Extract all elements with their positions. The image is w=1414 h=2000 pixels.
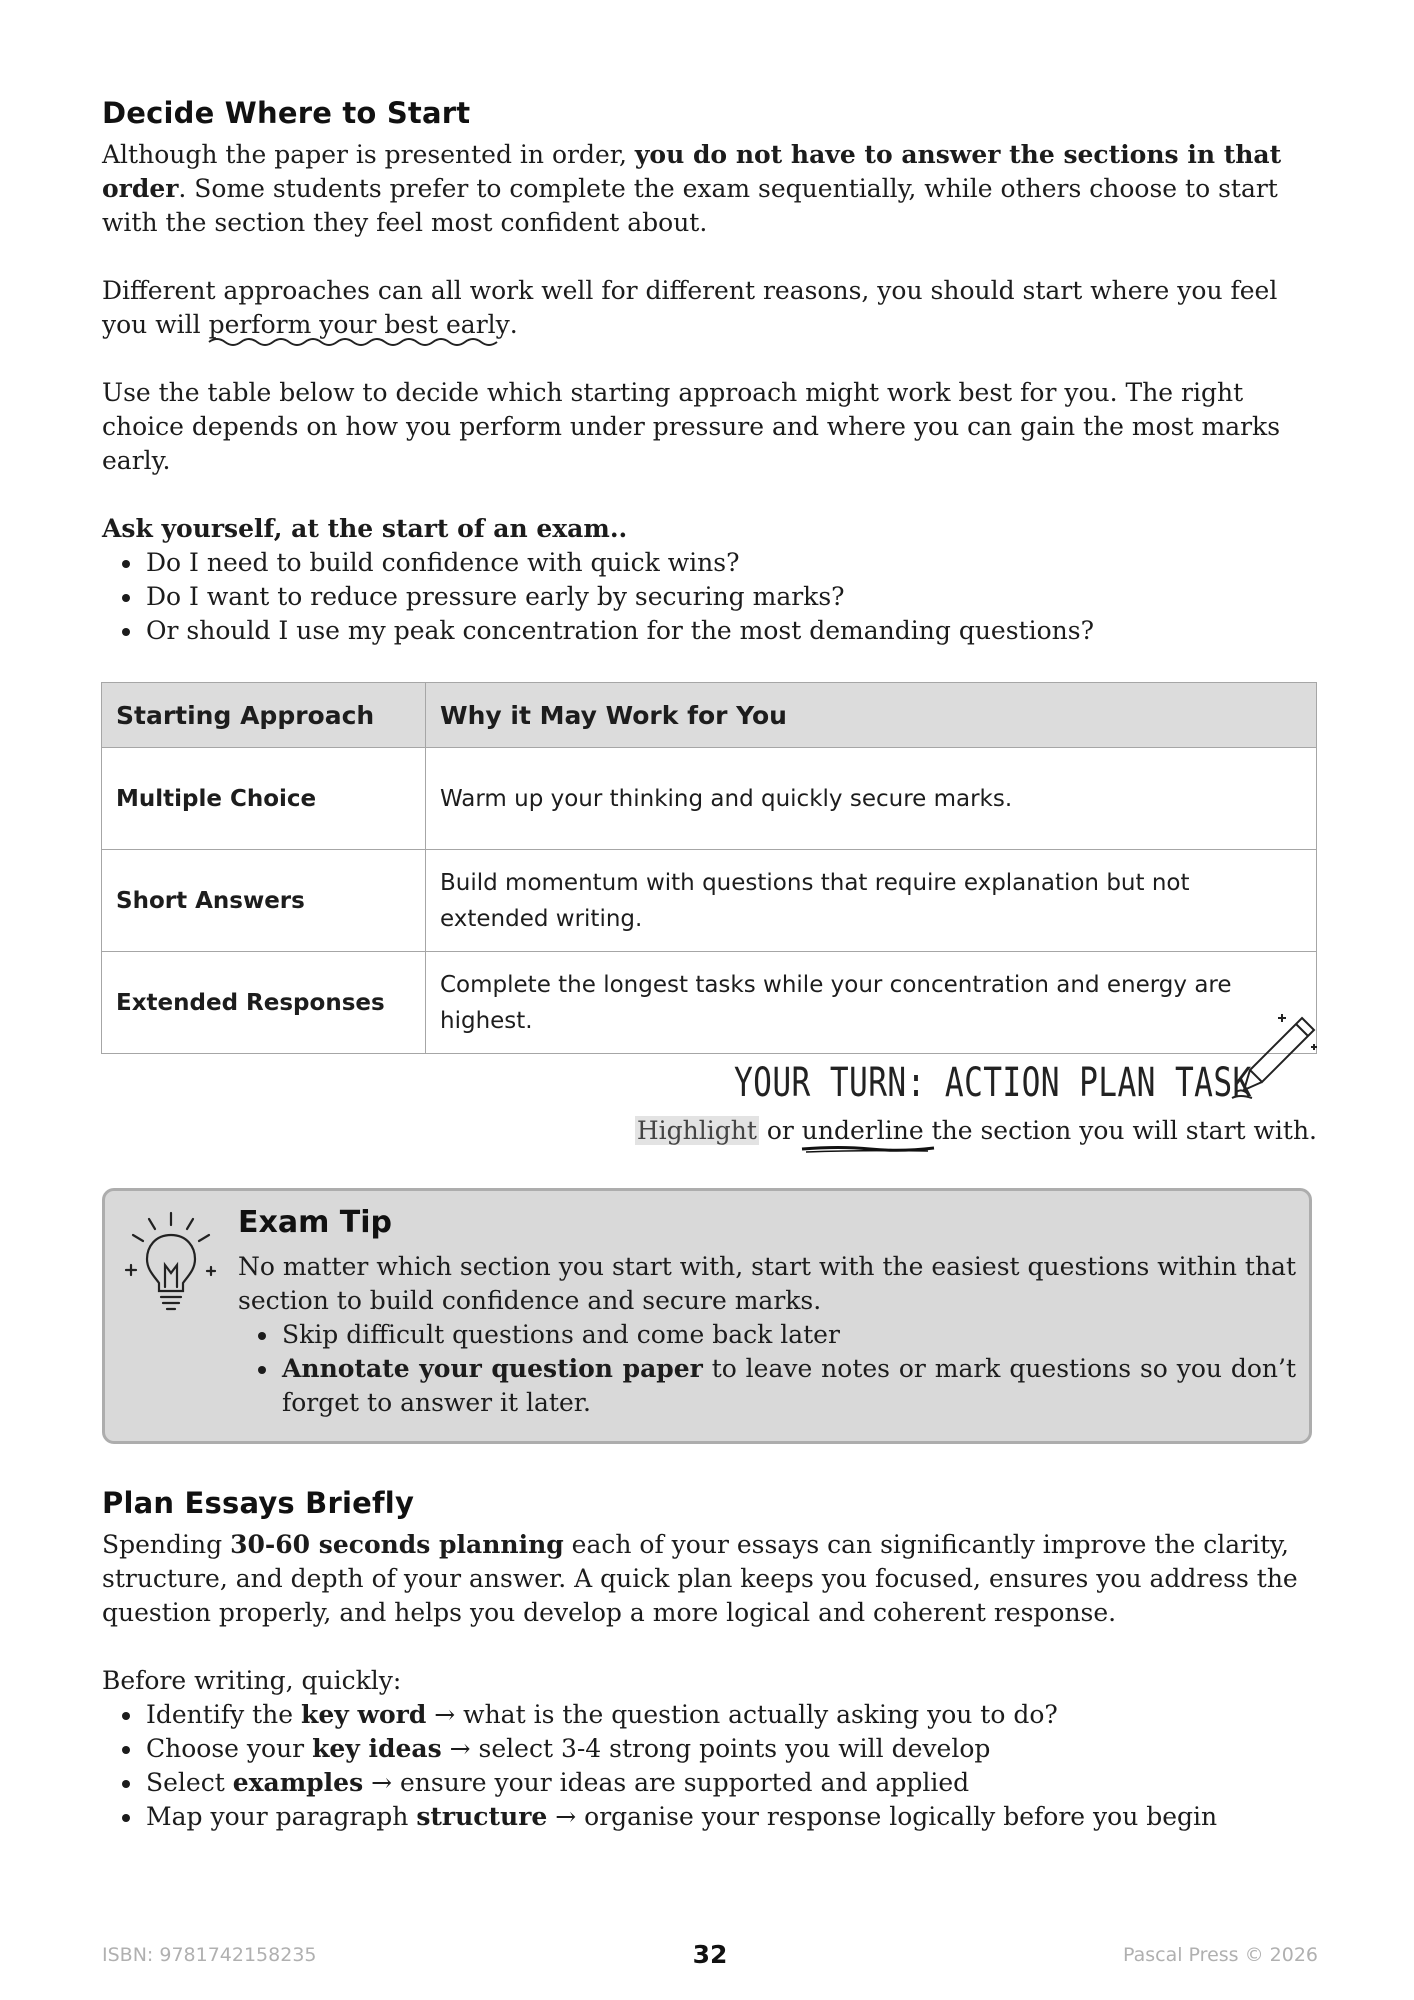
- table-header-row: [102, 683, 1317, 748]
- paragraph-approaches: [102, 274, 1312, 342]
- text: each of your essays can significantly improve the clarity, structure, and depth of your answer. A quick plan keeps you focused, ensures you address the question properly, and helps you develop a more logical and coherent response.: [102, 1530, 1298, 1627]
- ask-yourself-heading: Ask yourself, at the start of an exam..: [102, 514, 628, 543]
- bold-text: Annotate your question paper: [282, 1354, 703, 1383]
- bold-text: structure: [416, 1802, 548, 1831]
- text: or: [758, 1116, 802, 1145]
- list-item: [144, 1732, 1312, 1766]
- list-item: • Skip difficult questions and come back later: [280, 1318, 1296, 1352]
- highlight-word: Highlight: [636, 1116, 757, 1145]
- text: perform your best early: [208, 310, 510, 339]
- text: Although the paper is presented in order,: [102, 140, 635, 169]
- table-row: [102, 952, 1317, 1054]
- reason-cell: Build momentum with questions that require explanation but not extended writing.: [426, 850, 1317, 952]
- text: .: [509, 310, 518, 339]
- section-decide-where-to-start: [102, 96, 1312, 648]
- reason-cell: Complete the longest tasks while your concentration and energy are highest.: [426, 952, 1317, 1054]
- list-item: [144, 1766, 1312, 1800]
- section-plan-essays: [102, 1486, 1312, 1834]
- exam-tip-content: [238, 1205, 1296, 1420]
- table-row: [102, 748, 1317, 850]
- list-item: [144, 1800, 1312, 1834]
- text: Map your paragraph: [146, 1802, 417, 1831]
- bold-text: key ideas: [312, 1734, 442, 1763]
- bold-text: you do not have to answer the sections in that order: [102, 140, 1282, 203]
- text: the section you will start with.: [923, 1116, 1317, 1145]
- text: Identify the: [146, 1700, 302, 1729]
- exam-tip-box: [102, 1188, 1312, 1444]
- list-item: • Do I need to build confidence with quick wins?: [144, 546, 1312, 580]
- approach-cell: Short Answers: [102, 850, 426, 952]
- text: → what is the question actually asking you to do?: [426, 1700, 1058, 1729]
- list-item: [280, 1352, 1296, 1420]
- copyright-text: Pascal Press © 2026: [1123, 1944, 1318, 1966]
- text: to leave notes or mark questions so you don’t forget to answer it later.: [282, 1354, 1297, 1417]
- text: underline: [801, 1116, 924, 1145]
- underline-word: [802, 1114, 924, 1148]
- exam-tip-title: Exam Tip: [238, 1205, 393, 1240]
- reason-cell: Warm up your thinking and quickly secure marks.: [426, 748, 1317, 850]
- before-writing-label: Before writing, quickly:: [102, 1666, 402, 1695]
- starting-approach-table: [101, 682, 1317, 1054]
- section-heading: Decide Where to Start: [102, 96, 471, 130]
- text: Choose your: [146, 1734, 313, 1763]
- wavy-underlined-text: [209, 308, 510, 342]
- text: Spending: [102, 1530, 231, 1559]
- exam-tip-text: No matter which section you start with, start with the easiest questions within that section to build confidence and secure marks.: [238, 1252, 1296, 1315]
- approach-cell: Multiple Choice: [102, 748, 426, 850]
- paragraph-intro: [102, 138, 1312, 240]
- ask-yourself-list: [102, 546, 1312, 648]
- list-item: • Do I want to reduce pressure early by securing marks?: [144, 580, 1312, 614]
- section-heading: Plan Essays Briefly: [102, 1486, 415, 1520]
- text: → select 3-4 strong points you will develop: [441, 1734, 991, 1763]
- column-header: Why it May Work for You: [426, 683, 1317, 748]
- planning-steps-list: [102, 1698, 1312, 1834]
- list-item: [144, 1698, 1312, 1732]
- text: → ensure your ideas are supported and applied: [363, 1768, 970, 1797]
- action-instruction: [635, 1114, 1317, 1148]
- text: → organise your response logically before you begin: [547, 1802, 1218, 1831]
- exam-tip-list: [238, 1318, 1296, 1420]
- table-row: [102, 850, 1317, 952]
- wavy-underline-icon: [207, 336, 505, 348]
- approach-cell: Extended Responses: [102, 952, 426, 1054]
- text: . Some students prefer to complete the exam sequentially, while others choose to start with the section they feel most confident about.: [102, 174, 1278, 237]
- isbn-text: ISBN: 9781742158235: [102, 1944, 317, 1966]
- column-header: Starting Approach: [102, 683, 426, 748]
- action-plan-title: YOUR TURN: ACTION PLAN TASK: [734, 1060, 1252, 1106]
- bold-text: examples: [232, 1768, 364, 1797]
- paragraph-planning: [102, 1528, 1312, 1630]
- paragraph-table-intro: Use the table below to decide which starting approach might work best for you. The right choice depends on how you perform under pressure and where you can gain the most marks early.: [102, 378, 1281, 475]
- page-number: 32: [692, 1940, 728, 1969]
- list-item: • Or should I use my peak concentration for the most demanding questions?: [144, 614, 1312, 648]
- lightbulb-icon: [121, 1205, 221, 1315]
- page-footer: [102, 1940, 1318, 1974]
- text: Select: [146, 1768, 233, 1797]
- bold-text: 30-60 seconds planning: [230, 1530, 564, 1559]
- bold-text: key word: [301, 1700, 427, 1729]
- underline-stroke-icon: [800, 1144, 936, 1154]
- pencil-icon: [1222, 1008, 1322, 1108]
- text: Different approaches can all work well for different reasons, you should start where you feel you will: [102, 276, 1278, 339]
